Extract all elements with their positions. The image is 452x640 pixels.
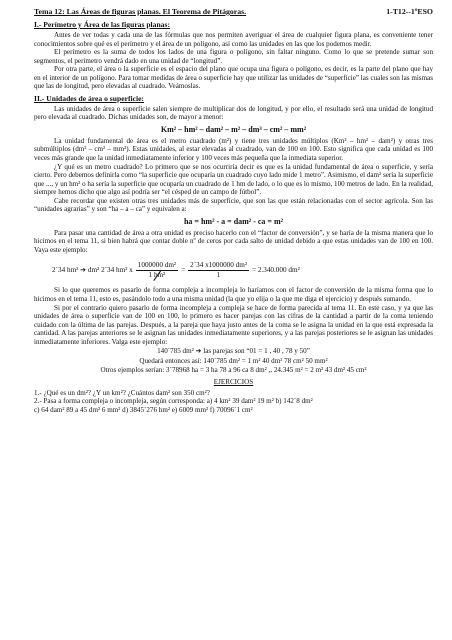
- page-header: [34, 6, 433, 17]
- paragraph: El perímetro es la suma de todos los lados de una figura o polígono, sin faltar ninguno. Como lo que se pretende sumar son segmentos, el perímetro vendrá dado en una unidad de “longitud”.: [34, 48, 433, 65]
- formula-result: = 2.340.000 dm²: [251, 266, 300, 275]
- section-1-heading: I.- Perímetro y Área de las figuras planas:: [34, 20, 170, 29]
- page-title: Tema 12: Las Áreas de figuras planas. El Teorema de Pitágoras.: [34, 7, 247, 16]
- fraction-1-denominator: 1 hm²: [148, 270, 166, 279]
- example-line: 140´785 dm² ➔ las parejas son “01 = 1 , 40 , 78 y 50”: [157, 347, 310, 356]
- agrarian-units-line: ha = hm² - a = dam² - ca = m²: [183, 216, 284, 226]
- paragraph: Las unidades de área o superficie salen siempre de multiplicar dos de longitud, y por ello, el resultado será una unidad de longitud pero elevada al cuadrado. Dichas unidades son, de mayor a menor:: [34, 104, 433, 122]
- paragraph: Para pasar una cantidad de área a otra unidad es preciso hacerlo con el “factor de conversión”, y se haría de la misma manera que lo hicimos en el tema 11, si bien habrá que contar doble nº de ceros por cada salto de unidad debido a que estas unidades van de 100 en 100. Vaya este ejemplo:: [34, 228, 433, 254]
- example-line: Quedará entonces así: 140´785 dm² = 1 m² 40 dm² 78 cm² 50 mm²: [139, 356, 328, 365]
- exercise-item: 1.- ¿Qué es un dm²? ¿Y un km²? ¿Cuántos dam² son 350 cm²?: [34, 388, 210, 397]
- paragraph: Si lo que queremos es pasarlo de forma compleja a incompleja lo haríamos con el factor de conversión de la misma forma que lo hicimos en el tema 11, esto es, pasándolo todo a una misma unidad (la que yo elija o la que me diga el ejercicio) y después sumando.: [34, 286, 433, 304]
- fraction-2-denominator: 1: [216, 270, 221, 279]
- paragraph: Por otra parte, el área o la superficie es el espacio del plano que ocupa una figura o polígono, es decir, es la parte del plano que hay en el interior de un polígono. Para tomar medidas de área o superficie hay que utilizar las unidades de “superficie” las cuales son las mismas que las de longitud, pero elevadas al cuadrado. Veámoslas.: [34, 65, 433, 91]
- paragraph: La unidad fundamental de área es el metro cuadrado (m²) y tiene tres unidades múltiplos (Km² – hm² – dam²) y otras tres submúltiplos (dm² – cm² – mm²). Estas unidades, al estar elevadas al cuadrado, van de 100 en 100. Esto significa que cada unidad es 100 veces más grande que la unidad inmediatamente inferior y 100 veces más pequeña que la inmediata superior.: [34, 136, 433, 163]
- course-code: 1-T12--1ºESO: [386, 7, 433, 16]
- example-line: Otros ejemplos serían: 3´78968 ha = 3 ha 78 a 96 ca 8 dm² ,, 24.345 m² = 2 m² 43 dm² 45 cm²: [100, 366, 367, 375]
- fraction-2: [188, 261, 249, 280]
- exercises-heading: EJERCICIOS: [213, 377, 254, 386]
- fraction-1: [136, 261, 178, 280]
- exercise-item: 2.- Pasa a forma compleja o incompleja, según corresponda: a) 4 km² 39 dam² 19 m² b) 142´8 dm²: [34, 397, 313, 406]
- units-line: Km² – hm² – dam² – m² – dm³ – cm² – mm²: [160, 124, 307, 134]
- exercise-item: c) 64 dam² 89 a 45 dm² 6 mm² d) 3845´276 hm² e) 6009 mm² f) 70096´1 cm²: [34, 405, 253, 414]
- fraction-1-numerator: 1000000 dm²: [137, 260, 177, 269]
- paragraph: Si por el contrario quiero pasarlo de forma incompleja a compleja se hace de forma parecida al tema 11. En este caso, y ya que las unidades de área o superficie van de 100 en 100, lo primero es hacer parejas con las cifras de la cantidad a partir de la coma teniendo cuidado con la última de las parejas. Después, a la pareja que haya justo antes de la coma se le asigna la unidad en la que está expresada la cantidad. A las parejas anteriores se le asignan las unidades inmediatamente superiores, y a las parejas posteriores se le asignan las unidades inmediatamente inferiores. Valga este ejemplo:: [34, 303, 433, 346]
- fraction-2-numerator: 2´34 x1000000 dm²: [190, 260, 247, 269]
- paragraph: Antes de ver todas y cada una de las fórmulas que nos permiten averiguar el área de cualquier figura plana, es conveniente tener conocimientos sobre qué es el perímetro y el área de un polígono, así como las unidades en las que los podemos medir.: [34, 31, 433, 48]
- conversion-formula: [52, 257, 433, 283]
- section-2-heading: II.- Unidades de área o superficie:: [34, 93, 144, 103]
- formula-equals: =: [181, 266, 186, 275]
- formula-left: 2´34 hm² ➔ dm² 2´34 hm² x: [52, 266, 133, 275]
- paragraph: Cabe recordar que existen otras tres unidades más de superficie, que son las que están relacionadas con el sector agrícola. Son las “unidades agrarias” y son “ha – a – ca” y equivalen a:: [34, 196, 433, 214]
- paragraph: ¿Y qué es un metro cuadrado? Lo primero que se nos ocurriría decir es que es la unidad fundamental de área o superficie, y sería cierto. Pero debemos definirla como “la superficie que ocuparía un cuadrado cuyo lado mide 1 metro”. Asimismo, el dam² sería la superficie que ..., y un hm² o ha sería la superficie que ocuparía un cuadrado de 1 hm de lado, o lo que es lo mismo, 100 metros de lado. En la realidad, siempre hemos dicho que algo así podría ser “el césped de un campo de fútbol”.: [34, 162, 433, 197]
